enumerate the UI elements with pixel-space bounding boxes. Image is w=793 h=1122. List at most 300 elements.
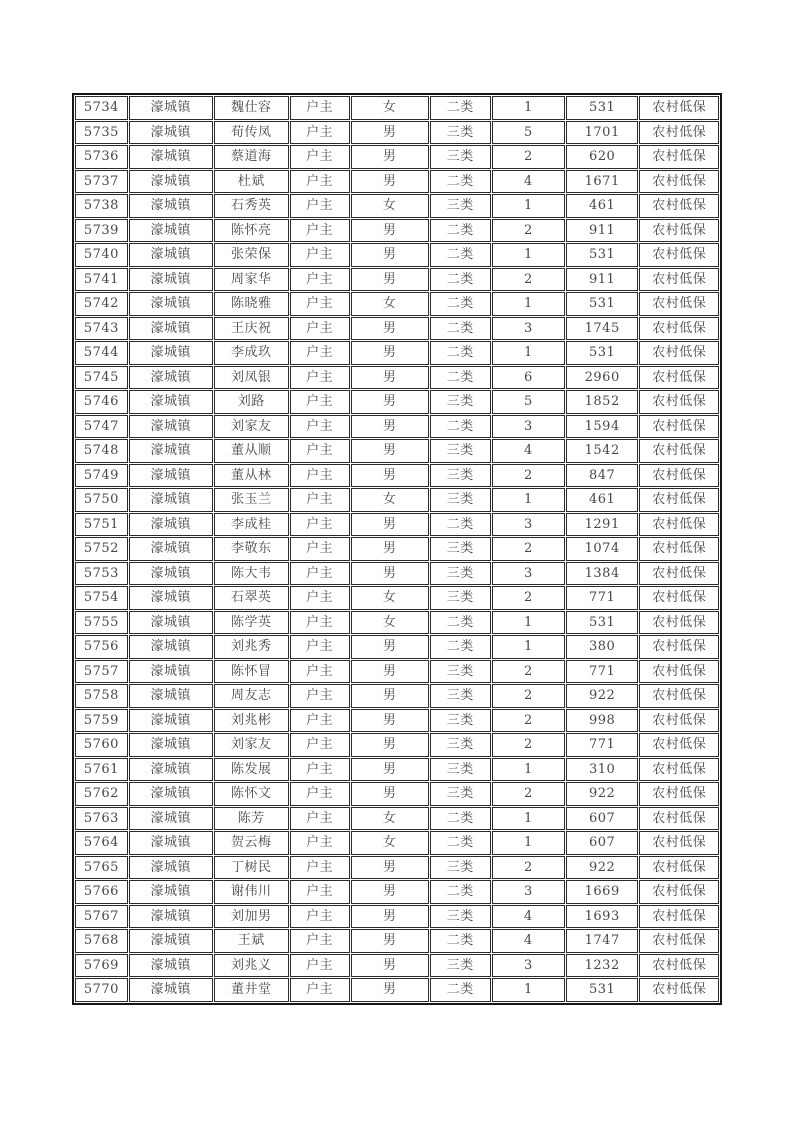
welfare-type-cell: 农村低保 (639, 954, 719, 978)
name-cell: 刘兆秀 (214, 635, 289, 659)
name-cell: 李成玖 (214, 341, 289, 365)
gender-cell: 男 (351, 684, 429, 708)
table-row (75, 562, 719, 586)
name-cell: 刘兆彬 (214, 709, 289, 733)
gender-cell: 男 (351, 219, 429, 243)
town-cell: 濠城镇 (129, 317, 213, 341)
welfare-type-cell: 农村低保 (639, 464, 719, 488)
gender-cell: 男 (351, 660, 429, 684)
serial-number-cell: 5770 (75, 978, 128, 1002)
welfare-type-cell: 农村低保 (639, 537, 719, 561)
amount-cell: 922 (566, 684, 639, 708)
serial-number-cell: 5767 (75, 905, 128, 929)
category-cell: 三类 (430, 856, 491, 880)
town-cell: 濠城镇 (129, 488, 213, 512)
household-count-cell: 2 (492, 464, 565, 488)
name-cell: 刘路 (214, 390, 289, 414)
category-cell: 二类 (430, 96, 491, 120)
town-cell: 濠城镇 (129, 268, 213, 292)
serial-number-cell: 5755 (75, 611, 128, 635)
category-cell: 三类 (430, 758, 491, 782)
name-cell: 陈怀文 (214, 782, 289, 806)
welfare-type-cell: 农村低保 (639, 880, 719, 904)
table-row (75, 292, 719, 316)
gender-cell: 女 (351, 292, 429, 316)
serial-number-cell: 5763 (75, 807, 128, 831)
relation-cell: 户主 (290, 905, 350, 929)
household-count-cell: 1 (492, 611, 565, 635)
welfare-type-cell: 农村低保 (639, 733, 719, 757)
name-cell: 王庆祝 (214, 317, 289, 341)
name-cell: 陈发展 (214, 758, 289, 782)
gender-cell: 男 (351, 170, 429, 194)
welfare-type-cell: 农村低保 (639, 905, 719, 929)
welfare-type-cell: 农村低保 (639, 684, 719, 708)
table-row (75, 978, 719, 1002)
table-row (75, 611, 719, 635)
serial-number-cell: 5743 (75, 317, 128, 341)
welfare-type-cell: 农村低保 (639, 194, 719, 218)
serial-number-cell: 5766 (75, 880, 128, 904)
relation-cell: 户主 (290, 268, 350, 292)
serial-number-cell: 5747 (75, 415, 128, 439)
gender-cell: 女 (351, 586, 429, 610)
serial-number-cell: 5737 (75, 170, 128, 194)
name-cell: 刘家友 (214, 415, 289, 439)
table-row (75, 758, 719, 782)
table-row (75, 513, 719, 537)
town-cell: 濠城镇 (129, 684, 213, 708)
amount-cell: 1384 (566, 562, 639, 586)
category-cell: 三类 (430, 562, 491, 586)
town-cell: 濠城镇 (129, 464, 213, 488)
category-cell: 三类 (430, 537, 491, 561)
table-row (75, 831, 719, 855)
amount-cell: 2960 (566, 366, 639, 390)
category-cell: 三类 (430, 145, 491, 169)
name-cell: 陈学英 (214, 611, 289, 635)
welfare-records-table (72, 93, 722, 1005)
name-cell: 陈怀冒 (214, 660, 289, 684)
gender-cell: 男 (351, 856, 429, 880)
relation-cell: 户主 (290, 978, 350, 1002)
gender-cell: 男 (351, 366, 429, 390)
category-cell: 三类 (430, 684, 491, 708)
amount-cell: 1701 (566, 121, 639, 145)
name-cell: 刘凤银 (214, 366, 289, 390)
name-cell: 陈芳 (214, 807, 289, 831)
relation-cell: 户主 (290, 488, 350, 512)
gender-cell: 女 (351, 611, 429, 635)
serial-number-cell: 5740 (75, 243, 128, 267)
town-cell: 濠城镇 (129, 562, 213, 586)
category-cell: 二类 (430, 268, 491, 292)
household-count-cell: 4 (492, 170, 565, 194)
relation-cell: 户主 (290, 831, 350, 855)
gender-cell: 男 (351, 317, 429, 341)
welfare-type-cell: 农村低保 (639, 415, 719, 439)
name-cell: 李成桂 (214, 513, 289, 537)
name-cell: 丁树民 (214, 856, 289, 880)
relation-cell: 户主 (290, 660, 350, 684)
welfare-type-cell: 农村低保 (639, 807, 719, 831)
town-cell: 濠城镇 (129, 929, 213, 953)
serial-number-cell: 5738 (75, 194, 128, 218)
welfare-type-cell: 农村低保 (639, 586, 719, 610)
relation-cell: 户主 (290, 856, 350, 880)
household-count-cell: 2 (492, 684, 565, 708)
household-count-cell: 4 (492, 929, 565, 953)
town-cell: 濠城镇 (129, 219, 213, 243)
amount-cell: 1232 (566, 954, 639, 978)
category-cell: 二类 (430, 978, 491, 1002)
amount-cell: 531 (566, 243, 639, 267)
serial-number-cell: 5752 (75, 537, 128, 561)
category-cell: 二类 (430, 611, 491, 635)
relation-cell: 户主 (290, 415, 350, 439)
name-cell: 陈晓雅 (214, 292, 289, 316)
welfare-type-cell: 农村低保 (639, 562, 719, 586)
table-row (75, 243, 719, 267)
relation-cell: 户主 (290, 611, 350, 635)
records-table-body (75, 96, 719, 1002)
relation-cell: 户主 (290, 170, 350, 194)
town-cell: 濠城镇 (129, 243, 213, 267)
town-cell: 濠城镇 (129, 831, 213, 855)
amount-cell: 1852 (566, 390, 639, 414)
category-cell: 二类 (430, 415, 491, 439)
amount-cell: 911 (566, 268, 639, 292)
welfare-type-cell: 农村低保 (639, 660, 719, 684)
table-row (75, 145, 719, 169)
town-cell: 濠城镇 (129, 194, 213, 218)
relation-cell: 户主 (290, 439, 350, 463)
serial-number-cell: 5739 (75, 219, 128, 243)
name-cell: 董从顺 (214, 439, 289, 463)
relation-cell: 户主 (290, 194, 350, 218)
name-cell: 石翠英 (214, 586, 289, 610)
household-count-cell: 1 (492, 194, 565, 218)
household-count-cell: 2 (492, 660, 565, 684)
welfare-type-cell: 农村低保 (639, 831, 719, 855)
household-count-cell: 1 (492, 758, 565, 782)
serial-number-cell: 5751 (75, 513, 128, 537)
table-row (75, 954, 719, 978)
relation-cell: 户主 (290, 733, 350, 757)
name-cell: 周家华 (214, 268, 289, 292)
household-count-cell: 4 (492, 905, 565, 929)
gender-cell: 男 (351, 537, 429, 561)
relation-cell: 户主 (290, 929, 350, 953)
category-cell: 三类 (430, 905, 491, 929)
welfare-type-cell: 农村低保 (639, 341, 719, 365)
town-cell: 濠城镇 (129, 170, 213, 194)
category-cell: 三类 (430, 390, 491, 414)
amount-cell: 922 (566, 782, 639, 806)
serial-number-cell: 5749 (75, 464, 128, 488)
town-cell: 濠城镇 (129, 954, 213, 978)
table-row (75, 268, 719, 292)
gender-cell: 女 (351, 194, 429, 218)
category-cell: 三类 (430, 464, 491, 488)
town-cell: 濠城镇 (129, 660, 213, 684)
amount-cell: 607 (566, 831, 639, 855)
amount-cell: 531 (566, 978, 639, 1002)
category-cell: 三类 (430, 954, 491, 978)
amount-cell: 1594 (566, 415, 639, 439)
serial-number-cell: 5742 (75, 292, 128, 316)
name-cell: 董从林 (214, 464, 289, 488)
name-cell: 杜斌 (214, 170, 289, 194)
name-cell: 李敬东 (214, 537, 289, 561)
amount-cell: 380 (566, 635, 639, 659)
amount-cell: 771 (566, 733, 639, 757)
town-cell: 濠城镇 (129, 635, 213, 659)
household-count-cell: 2 (492, 733, 565, 757)
serial-number-cell: 5760 (75, 733, 128, 757)
household-count-cell: 1 (492, 96, 565, 120)
amount-cell: 531 (566, 611, 639, 635)
gender-cell: 男 (351, 121, 429, 145)
gender-cell: 男 (351, 341, 429, 365)
gender-cell: 女 (351, 831, 429, 855)
relation-cell: 户主 (290, 880, 350, 904)
household-count-cell: 3 (492, 562, 565, 586)
household-count-cell: 6 (492, 366, 565, 390)
category-cell: 三类 (430, 488, 491, 512)
amount-cell: 911 (566, 219, 639, 243)
relation-cell: 户主 (290, 341, 350, 365)
amount-cell: 1747 (566, 929, 639, 953)
amount-cell: 607 (566, 807, 639, 831)
household-count-cell: 3 (492, 954, 565, 978)
household-count-cell: 5 (492, 390, 565, 414)
table-row (75, 660, 719, 684)
town-cell: 濠城镇 (129, 782, 213, 806)
category-cell: 二类 (430, 635, 491, 659)
town-cell: 濠城镇 (129, 439, 213, 463)
gender-cell: 男 (351, 439, 429, 463)
amount-cell: 1074 (566, 537, 639, 561)
serial-number-cell: 5744 (75, 341, 128, 365)
table-row (75, 415, 719, 439)
category-cell: 二类 (430, 243, 491, 267)
serial-number-cell: 5735 (75, 121, 128, 145)
relation-cell: 户主 (290, 807, 350, 831)
gender-cell: 女 (351, 96, 429, 120)
relation-cell: 户主 (290, 537, 350, 561)
town-cell: 濠城镇 (129, 586, 213, 610)
table-row (75, 880, 719, 904)
serial-number-cell: 5759 (75, 709, 128, 733)
category-cell: 二类 (430, 513, 491, 537)
name-cell: 王斌 (214, 929, 289, 953)
relation-cell: 户主 (290, 243, 350, 267)
table-row (75, 733, 719, 757)
category-cell: 二类 (430, 807, 491, 831)
table-row (75, 341, 719, 365)
table-row (75, 782, 719, 806)
town-cell: 濠城镇 (129, 96, 213, 120)
relation-cell: 户主 (290, 464, 350, 488)
name-cell: 董井堂 (214, 978, 289, 1002)
household-count-cell: 2 (492, 268, 565, 292)
table-row (75, 635, 719, 659)
table-row (75, 586, 719, 610)
town-cell: 濠城镇 (129, 758, 213, 782)
name-cell: 荀传凤 (214, 121, 289, 145)
name-cell: 刘加男 (214, 905, 289, 929)
table-row (75, 96, 719, 120)
gender-cell: 男 (351, 954, 429, 978)
table-row (75, 488, 719, 512)
household-count-cell: 1 (492, 292, 565, 316)
amount-cell: 1669 (566, 880, 639, 904)
gender-cell: 男 (351, 782, 429, 806)
category-cell: 二类 (430, 317, 491, 341)
category-cell: 二类 (430, 341, 491, 365)
name-cell: 张荣保 (214, 243, 289, 267)
household-count-cell: 1 (492, 978, 565, 1002)
amount-cell: 1542 (566, 439, 639, 463)
serial-number-cell: 5748 (75, 439, 128, 463)
gender-cell: 男 (351, 243, 429, 267)
welfare-type-cell: 农村低保 (639, 782, 719, 806)
gender-cell: 男 (351, 880, 429, 904)
gender-cell: 男 (351, 145, 429, 169)
serial-number-cell: 5761 (75, 758, 128, 782)
relation-cell: 户主 (290, 390, 350, 414)
household-count-cell: 1 (492, 341, 565, 365)
gender-cell: 男 (351, 562, 429, 586)
welfare-type-cell: 农村低保 (639, 145, 719, 169)
amount-cell: 531 (566, 292, 639, 316)
amount-cell: 1291 (566, 513, 639, 537)
name-cell: 魏仕容 (214, 96, 289, 120)
table-row (75, 856, 719, 880)
welfare-type-cell: 农村低保 (639, 709, 719, 733)
household-count-cell: 1 (492, 243, 565, 267)
category-cell: 二类 (430, 170, 491, 194)
serial-number-cell: 5768 (75, 929, 128, 953)
welfare-type-cell: 农村低保 (639, 317, 719, 341)
household-count-cell: 2 (492, 709, 565, 733)
serial-number-cell: 5762 (75, 782, 128, 806)
welfare-type-cell: 农村低保 (639, 978, 719, 1002)
name-cell: 谢伟川 (214, 880, 289, 904)
name-cell: 贺云梅 (214, 831, 289, 855)
welfare-type-cell: 农村低保 (639, 390, 719, 414)
town-cell: 濠城镇 (129, 341, 213, 365)
serial-number-cell: 5756 (75, 635, 128, 659)
welfare-type-cell: 农村低保 (639, 121, 719, 145)
welfare-type-cell: 农村低保 (639, 268, 719, 292)
relation-cell: 户主 (290, 96, 350, 120)
category-cell: 三类 (430, 194, 491, 218)
gender-cell: 女 (351, 488, 429, 512)
household-count-cell: 1 (492, 635, 565, 659)
household-count-cell: 1 (492, 831, 565, 855)
category-cell: 二类 (430, 831, 491, 855)
gender-cell: 男 (351, 415, 429, 439)
town-cell: 濠城镇 (129, 415, 213, 439)
relation-cell: 户主 (290, 121, 350, 145)
welfare-type-cell: 农村低保 (639, 635, 719, 659)
table-row (75, 929, 719, 953)
amount-cell: 461 (566, 488, 639, 512)
gender-cell: 女 (351, 807, 429, 831)
amount-cell: 922 (566, 856, 639, 880)
table-row (75, 709, 719, 733)
household-count-cell: 2 (492, 145, 565, 169)
category-cell: 二类 (430, 219, 491, 243)
amount-cell: 310 (566, 758, 639, 782)
town-cell: 濠城镇 (129, 978, 213, 1002)
amount-cell: 461 (566, 194, 639, 218)
serial-number-cell: 5745 (75, 366, 128, 390)
relation-cell: 户主 (290, 954, 350, 978)
town-cell: 濠城镇 (129, 856, 213, 880)
welfare-type-cell: 农村低保 (639, 439, 719, 463)
household-count-cell: 3 (492, 415, 565, 439)
relation-cell: 户主 (290, 219, 350, 243)
table-row (75, 905, 719, 929)
category-cell: 三类 (430, 782, 491, 806)
relation-cell: 户主 (290, 317, 350, 341)
amount-cell: 771 (566, 660, 639, 684)
relation-cell: 户主 (290, 709, 350, 733)
relation-cell: 户主 (290, 758, 350, 782)
welfare-type-cell: 农村低保 (639, 758, 719, 782)
category-cell: 三类 (430, 439, 491, 463)
category-cell: 三类 (430, 586, 491, 610)
relation-cell: 户主 (290, 684, 350, 708)
town-cell: 濠城镇 (129, 390, 213, 414)
welfare-type-cell: 农村低保 (639, 292, 719, 316)
gender-cell: 男 (351, 929, 429, 953)
relation-cell: 户主 (290, 145, 350, 169)
relation-cell: 户主 (290, 292, 350, 316)
town-cell: 濠城镇 (129, 709, 213, 733)
gender-cell: 男 (351, 978, 429, 1002)
household-count-cell: 2 (492, 537, 565, 561)
relation-cell: 户主 (290, 513, 350, 537)
town-cell: 濠城镇 (129, 145, 213, 169)
town-cell: 濠城镇 (129, 807, 213, 831)
serial-number-cell: 5765 (75, 856, 128, 880)
gender-cell: 男 (351, 635, 429, 659)
table-row (75, 366, 719, 390)
welfare-type-cell: 农村低保 (639, 170, 719, 194)
amount-cell: 620 (566, 145, 639, 169)
amount-cell: 847 (566, 464, 639, 488)
household-count-cell: 4 (492, 439, 565, 463)
serial-number-cell: 5754 (75, 586, 128, 610)
serial-number-cell: 5764 (75, 831, 128, 855)
name-cell: 蔡道海 (214, 145, 289, 169)
name-cell: 刘家友 (214, 733, 289, 757)
household-count-cell: 2 (492, 856, 565, 880)
household-count-cell: 3 (492, 317, 565, 341)
household-count-cell: 2 (492, 782, 565, 806)
gender-cell: 男 (351, 513, 429, 537)
name-cell: 石秀英 (214, 194, 289, 218)
amount-cell: 1693 (566, 905, 639, 929)
town-cell: 濠城镇 (129, 611, 213, 635)
welfare-type-cell: 农村低保 (639, 366, 719, 390)
town-cell: 濠城镇 (129, 121, 213, 145)
gender-cell: 男 (351, 268, 429, 292)
